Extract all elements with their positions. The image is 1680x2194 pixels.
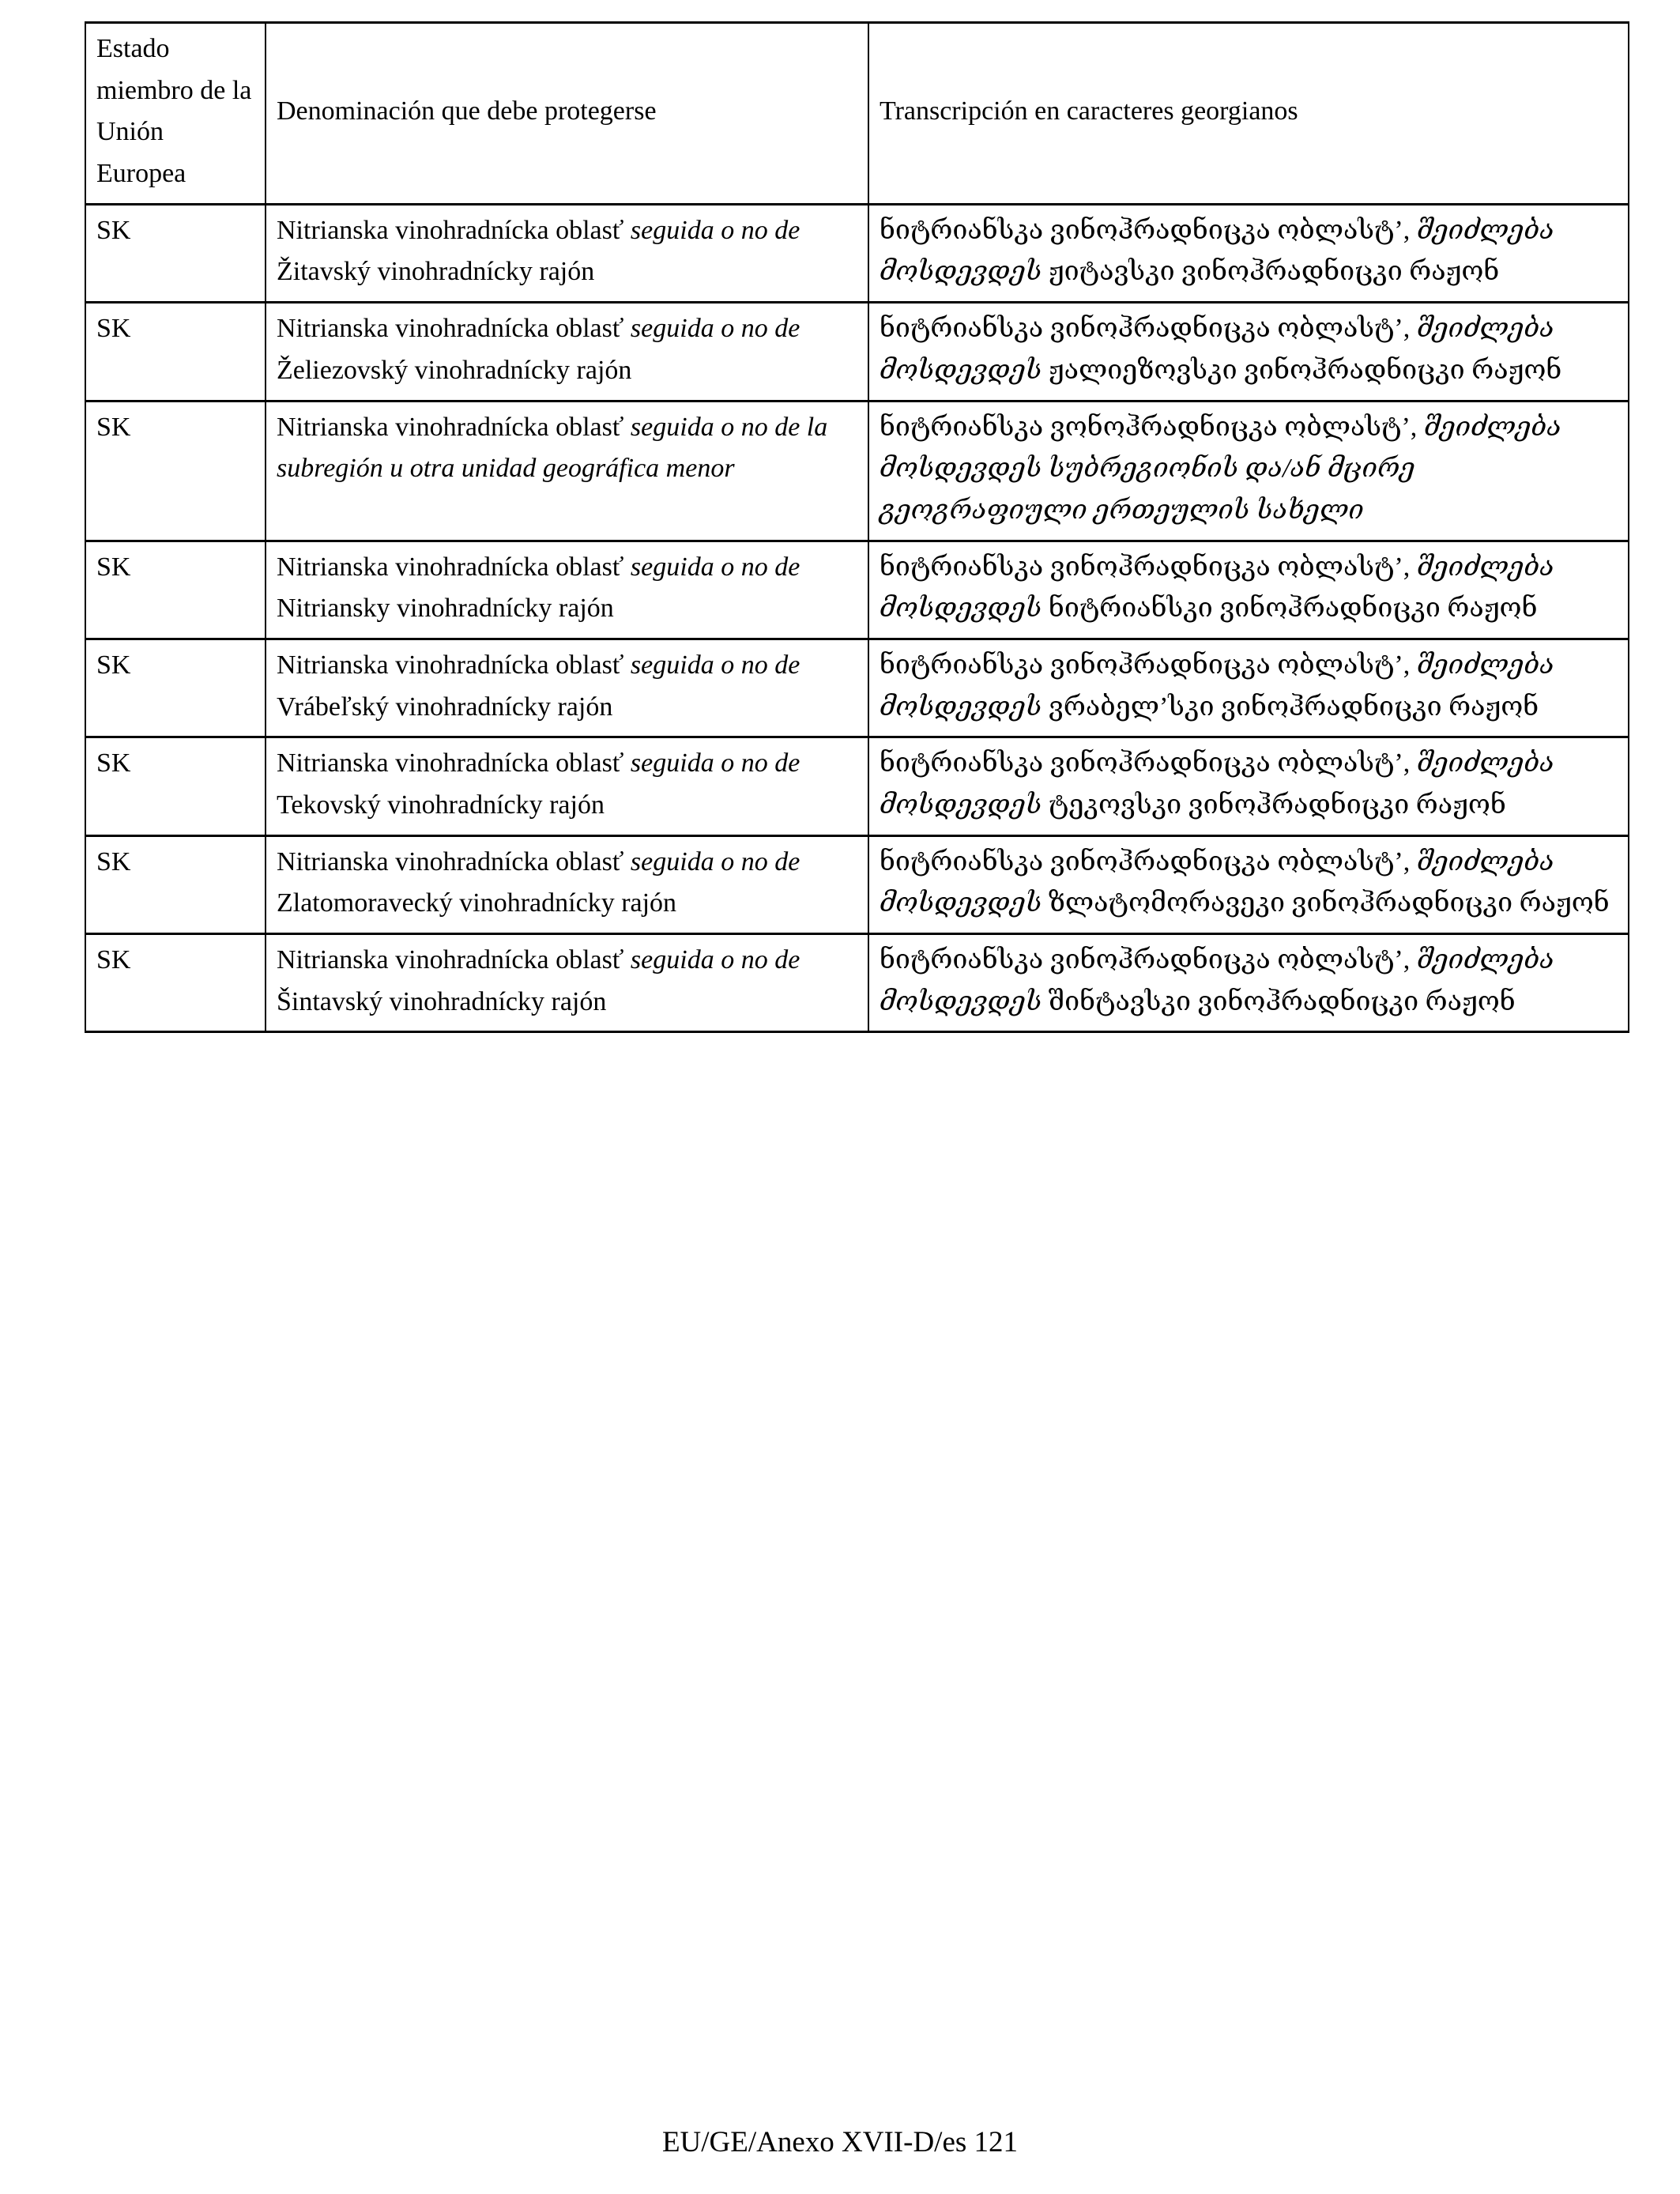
- cell-transcription: [868, 541, 1629, 639]
- text-segment: ნიტრიანსკა ვინოჰრადნიცკა ობლასტ’,: [880, 650, 1417, 680]
- text-segment: Nitrianska vinohradnícka oblasť: [277, 650, 631, 680]
- cell-member-state: SK: [85, 934, 266, 1032]
- text-segment: ნიტრიანსკი ვინოჰრადნიცკი რაჟონ: [1042, 594, 1538, 624]
- italic-segment: seguida o no de: [630, 748, 800, 778]
- header-transcription: Transcripción en caracteres georgianos: [868, 23, 1629, 205]
- header-denomination: Denominación que debe protegerse: [266, 23, 868, 205]
- cell-transcription: [868, 401, 1629, 541]
- cell-member-state: SK: [85, 737, 266, 835]
- italic-segment: seguida o no de: [630, 846, 800, 876]
- denominations-table: [85, 21, 1629, 1033]
- cell-denomination: [266, 204, 868, 302]
- cell-member-state: SK: [85, 204, 266, 302]
- text-segment: Nitrianska vinohradnícka oblasť: [277, 945, 631, 975]
- italic-segment: შეიძლება მოსდევდეს: [880, 846, 1554, 918]
- cell-denomination: [266, 737, 868, 835]
- cell-transcription: [868, 204, 1629, 302]
- text-segment: Šintavský vinohradnícky rajón: [277, 986, 607, 1016]
- italic-segment: seguida o no de: [630, 552, 800, 582]
- text-segment: Zlatomoravecký vinohradnícky rajón: [277, 888, 677, 918]
- text-segment: Nitrianska vinohradnícka oblasť: [277, 552, 631, 582]
- table-row: [85, 639, 1629, 737]
- italic-segment: შეიძლება მოსდევდეს: [880, 314, 1554, 385]
- text-segment: Nitrianska vinohradnícka oblasť: [277, 314, 631, 344]
- text-segment: Nitrianska vinohradnícka oblasť: [277, 748, 631, 778]
- text-segment: ტეკოვსკი ვინოჰრადნიცკი რაჟონ: [1042, 790, 1506, 820]
- cell-denomination: [266, 639, 868, 737]
- table-row: [85, 303, 1629, 401]
- header-member-state: Estado miembro de la Unión Europea: [85, 23, 266, 205]
- cell-member-state: SK: [85, 401, 266, 541]
- cell-transcription: [868, 934, 1629, 1032]
- italic-segment: seguida o no de: [630, 215, 800, 245]
- text-segment: ნიტრიანსკა ვონოჰრადნიცკა ობლასტ’,: [880, 412, 1424, 442]
- table-row: [85, 204, 1629, 302]
- cell-denomination: [266, 835, 868, 933]
- text-segment: შინტავსკი ვინოჰრადნიცკი რაჟონ: [1042, 986, 1516, 1016]
- text-segment: ნიტრიანსკა ვინოჰრადნიცკა ობლასტ’,: [880, 748, 1417, 778]
- text-segment: ნიტრიანსკა ვინოჰრადნიცკა ობლასტ’,: [880, 215, 1417, 245]
- text-segment: ჟალიეზოვსკი ვინოჰრადნიცკი რაჟონ: [1042, 355, 1562, 385]
- cell-denomination: [266, 934, 868, 1032]
- table-row: [85, 541, 1629, 639]
- header-row: [85, 23, 1629, 205]
- text-segment: ნიტრიანსკა ვინოჰრადნიცკა ობლასტ’,: [880, 552, 1417, 582]
- cell-member-state: SK: [85, 303, 266, 401]
- italic-segment: შეიძლება მოსდევდეს: [880, 552, 1554, 624]
- table-row: [85, 401, 1629, 541]
- page-footer: EU/GE/Anexo XVII-D/es 121: [661, 2126, 1019, 2158]
- italic-segment: შეიძლება მოსდევდეს სუბრეგიონის და/ან მცირე გეოგრაფიული ერთეულის სახელი: [880, 412, 1561, 525]
- text-segment: Nitrianska vinohradnícka oblasť: [277, 215, 631, 245]
- italic-segment: seguida o no de: [630, 945, 800, 975]
- table-body: [85, 204, 1629, 1032]
- cell-transcription: [868, 639, 1629, 737]
- italic-segment: შეიძლება მოსდევდეს: [880, 945, 1554, 1016]
- cell-member-state: SK: [85, 835, 266, 933]
- italic-segment: შეიძლება მოსდევდეს: [880, 650, 1554, 722]
- text-segment: ზლატომორავეკი ვინოჰრადნიცკი რაჟონ: [1042, 888, 1610, 918]
- cell-transcription: [868, 835, 1629, 933]
- italic-segment: შეიძლება მოსდევდეს: [880, 748, 1554, 820]
- text-segment: Vrábeľský vinohradnícky rajón: [277, 692, 613, 722]
- text-segment: ნიტრიანსკა ვინოჰრადნიცკა ობლასტ’,: [880, 846, 1417, 876]
- text-segment: Žitavský vinohradnícky rajón: [277, 257, 595, 287]
- text-segment: ჟიტავსკი ვინოჰრადნიცკი რაჟონ: [1042, 257, 1500, 287]
- cell-member-state: SK: [85, 541, 266, 639]
- text-segment: ნიტრიანსკა ვინოჰრადნიცკა ობლასტ’,: [880, 314, 1417, 344]
- text-segment: Tekovský vinohradnícky rajón: [277, 790, 605, 820]
- text-segment: ვრაბელ’სკი ვინოჰრადნიცკი რაჟონ: [1042, 692, 1539, 722]
- cell-denomination: [266, 541, 868, 639]
- text-segment: Želiezovský vinohradnícky rajón: [277, 355, 632, 385]
- cell-member-state: SK: [85, 639, 266, 737]
- table-row: [85, 737, 1629, 835]
- cell-transcription: [868, 737, 1629, 835]
- table-row: [85, 934, 1629, 1032]
- cell-denomination: [266, 401, 868, 541]
- italic-segment: seguida o no de: [630, 650, 800, 680]
- cell-denomination: [266, 303, 868, 401]
- italic-segment: seguida o no de: [630, 314, 800, 344]
- italic-segment: seguida o no de la subregión u otra unidad geográfica menor: [277, 412, 828, 484]
- text-segment: Nitrianska vinohradnícka oblasť: [277, 846, 631, 876]
- text-segment: Nitriansky vinohradnícky rajón: [277, 594, 614, 624]
- italic-segment: შეიძლება მოსდევდეს: [880, 215, 1554, 287]
- text-segment: Nitrianska vinohradnícka oblasť: [277, 412, 631, 442]
- table-row: [85, 835, 1629, 933]
- text-segment: ნიტრიანსკა ვინოჰრადნიცკა ობლასტ’,: [880, 945, 1417, 975]
- cell-transcription: [868, 303, 1629, 401]
